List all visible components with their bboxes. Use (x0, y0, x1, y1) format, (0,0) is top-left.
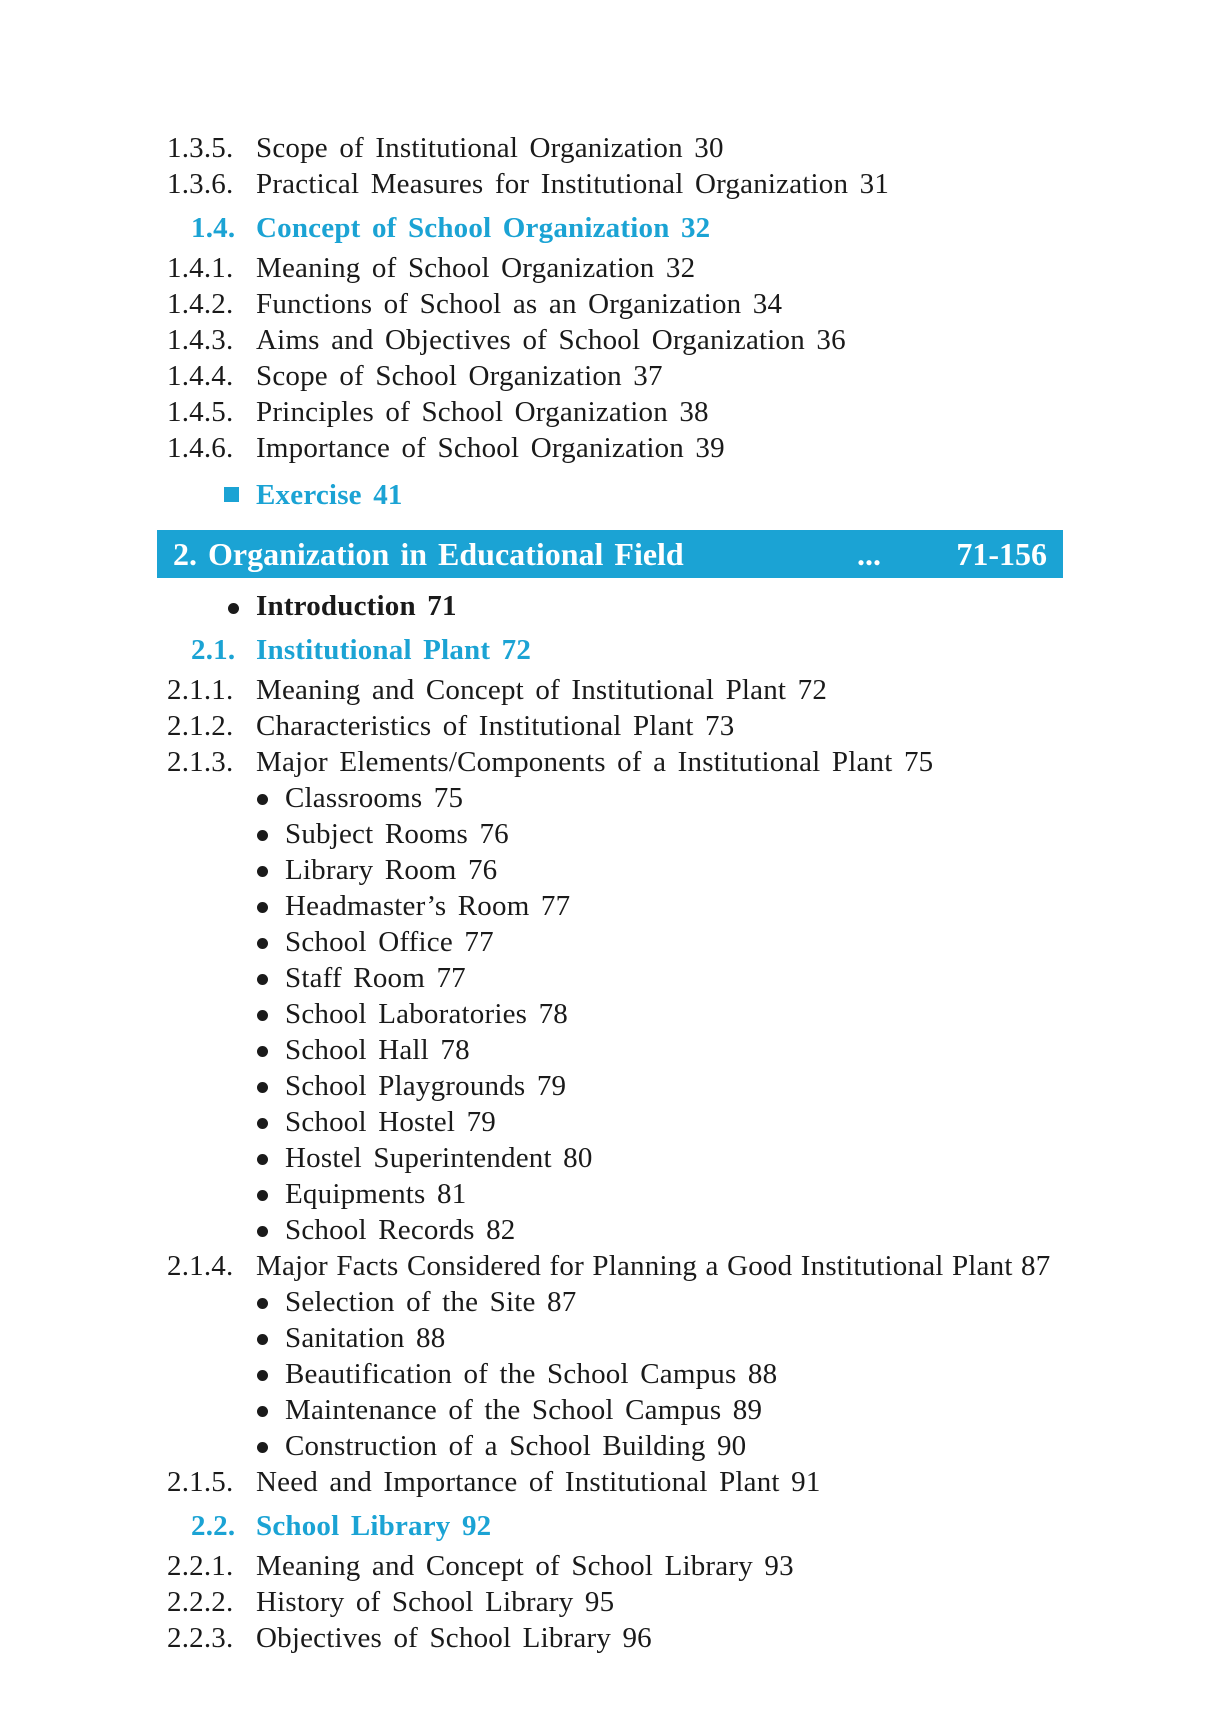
bullet-icon (257, 1406, 268, 1417)
bullet-icon (257, 1370, 268, 1381)
bullet-icon (257, 1118, 268, 1129)
section-title: Concept of School Organization 32 (256, 212, 711, 244)
bullet-text: School Laboratories 78 (285, 998, 569, 1030)
entry-number: 1.3.5. (167, 132, 234, 164)
entry-number: 1.4.3. (167, 324, 234, 356)
bullet-text: Sanitation 88 (285, 1322, 446, 1354)
bullet-text: Beautification of the School Campus 88 (285, 1358, 778, 1390)
entry-title: Meaning and Concept of School Library 93 (256, 1550, 794, 1582)
bullet-icon (257, 1298, 268, 1309)
entry-number: 2.1.1. (167, 674, 234, 706)
introduction-title: Introduction 71 (256, 590, 457, 622)
bullet-icon (257, 1154, 268, 1165)
bullet-icon (257, 1046, 268, 1057)
bullet-text: Headmaster’s Room 77 (285, 890, 571, 922)
exercise-title: Exercise 41 (256, 479, 403, 511)
entry-title: Meaning of School Organization 32 (256, 252, 696, 284)
entry-number: 1.3.6. (167, 168, 234, 200)
entry-title: Importance of School Organization 39 (256, 432, 725, 464)
bullet-text: School Hall 78 (285, 1034, 470, 1066)
entry-title: History of School Library 95 (256, 1586, 615, 1618)
bullet-text: Classrooms 75 (285, 782, 464, 814)
bullet-icon (257, 830, 268, 841)
bullet-text: Staff Room 77 (285, 962, 466, 994)
entry-title: Major Elements/Components of a Institutional Plant 75 (256, 746, 934, 778)
entry-number: 1.4.4. (167, 360, 234, 392)
bullet-icon (257, 1226, 268, 1237)
entry-title: Functions of School as an Organization 34 (256, 288, 783, 320)
section-title: Institutional Plant 72 (256, 634, 532, 666)
bullet-text: School Playgrounds 79 (285, 1070, 567, 1102)
bullet-icon (257, 1082, 268, 1093)
bullet-text: School Office 77 (285, 926, 494, 958)
square-bullet-icon (224, 487, 239, 502)
bullet-icon (257, 1334, 268, 1345)
bullet-text: Selection of the Site 87 (285, 1286, 577, 1318)
entry-number: 2.2.3. (167, 1622, 234, 1654)
bullet-icon (228, 603, 239, 614)
bullet-text: Hostel Superintendent 80 (285, 1142, 593, 1174)
bullet-icon (257, 866, 268, 877)
section-number: 2.1. (191, 634, 236, 666)
entry-number: 2.2.1. (167, 1550, 234, 1582)
bullet-text: Library Room 76 (285, 854, 498, 886)
entry-title: Practical Measures for Institutional Organization 31 (256, 168, 890, 200)
entry-title: Principles of School Organization 38 (256, 396, 709, 428)
entry-number: 1.4.5. (167, 396, 234, 428)
bullet-text: School Hostel 79 (285, 1106, 496, 1138)
section-number: 1.4. (191, 212, 236, 244)
entry-title: Need and Importance of Institutional Plant 91 (256, 1466, 821, 1498)
entry-title: Meaning and Concept of Institutional Plant 72 (256, 674, 828, 706)
entry-title: Scope of School Organization 37 (256, 360, 663, 392)
bullet-icon (257, 974, 268, 985)
bullet-text: Construction of a School Building 90 (285, 1430, 747, 1462)
chapter-leader-dots: ... (857, 536, 881, 572)
entry-number: 2.1.2. (167, 710, 234, 742)
bullet-icon (257, 1190, 268, 1201)
bullet-icon (257, 1442, 268, 1453)
entry-number: 2.1.3. (167, 746, 234, 778)
section-number: 2.2. (191, 1510, 236, 1542)
entry-number: 1.4.2. (167, 288, 234, 320)
entry-title: Major Facts Considered for Planning a Good Institutional Plant 87 (256, 1250, 1051, 1282)
entry-title: Scope of Institutional Organization 30 (256, 132, 724, 164)
chapter-page-range: 71-156 (956, 536, 1047, 572)
entry-number: 2.2.2. (167, 1586, 234, 1618)
entry-number: 1.4.1. (167, 252, 234, 284)
bullet-icon (257, 902, 268, 913)
entry-title: Objectives of School Library 96 (256, 1622, 652, 1654)
bullet-icon (257, 794, 268, 805)
bullet-text: Subject Rooms 76 (285, 818, 509, 850)
chapter-title: 2. Organization in Educational Field (173, 536, 684, 572)
entry-title: Aims and Objectives of School Organization 36 (256, 324, 846, 356)
bullet-text: Equipments 81 (285, 1178, 467, 1210)
entry-title: Characteristics of Institutional Plant 73 (256, 710, 735, 742)
chapter-banner (157, 530, 1063, 578)
entry-number: 2.1.5. (167, 1466, 234, 1498)
entry-number: 1.4.6. (167, 432, 234, 464)
entry-number: 2.1.4. (167, 1250, 234, 1282)
bullet-text: Maintenance of the School Campus 89 (285, 1394, 763, 1426)
bullet-icon (257, 938, 268, 949)
section-title: School Library 92 (256, 1510, 492, 1542)
bullet-text: School Records 82 (285, 1214, 516, 1246)
bullet-icon (257, 1010, 268, 1021)
